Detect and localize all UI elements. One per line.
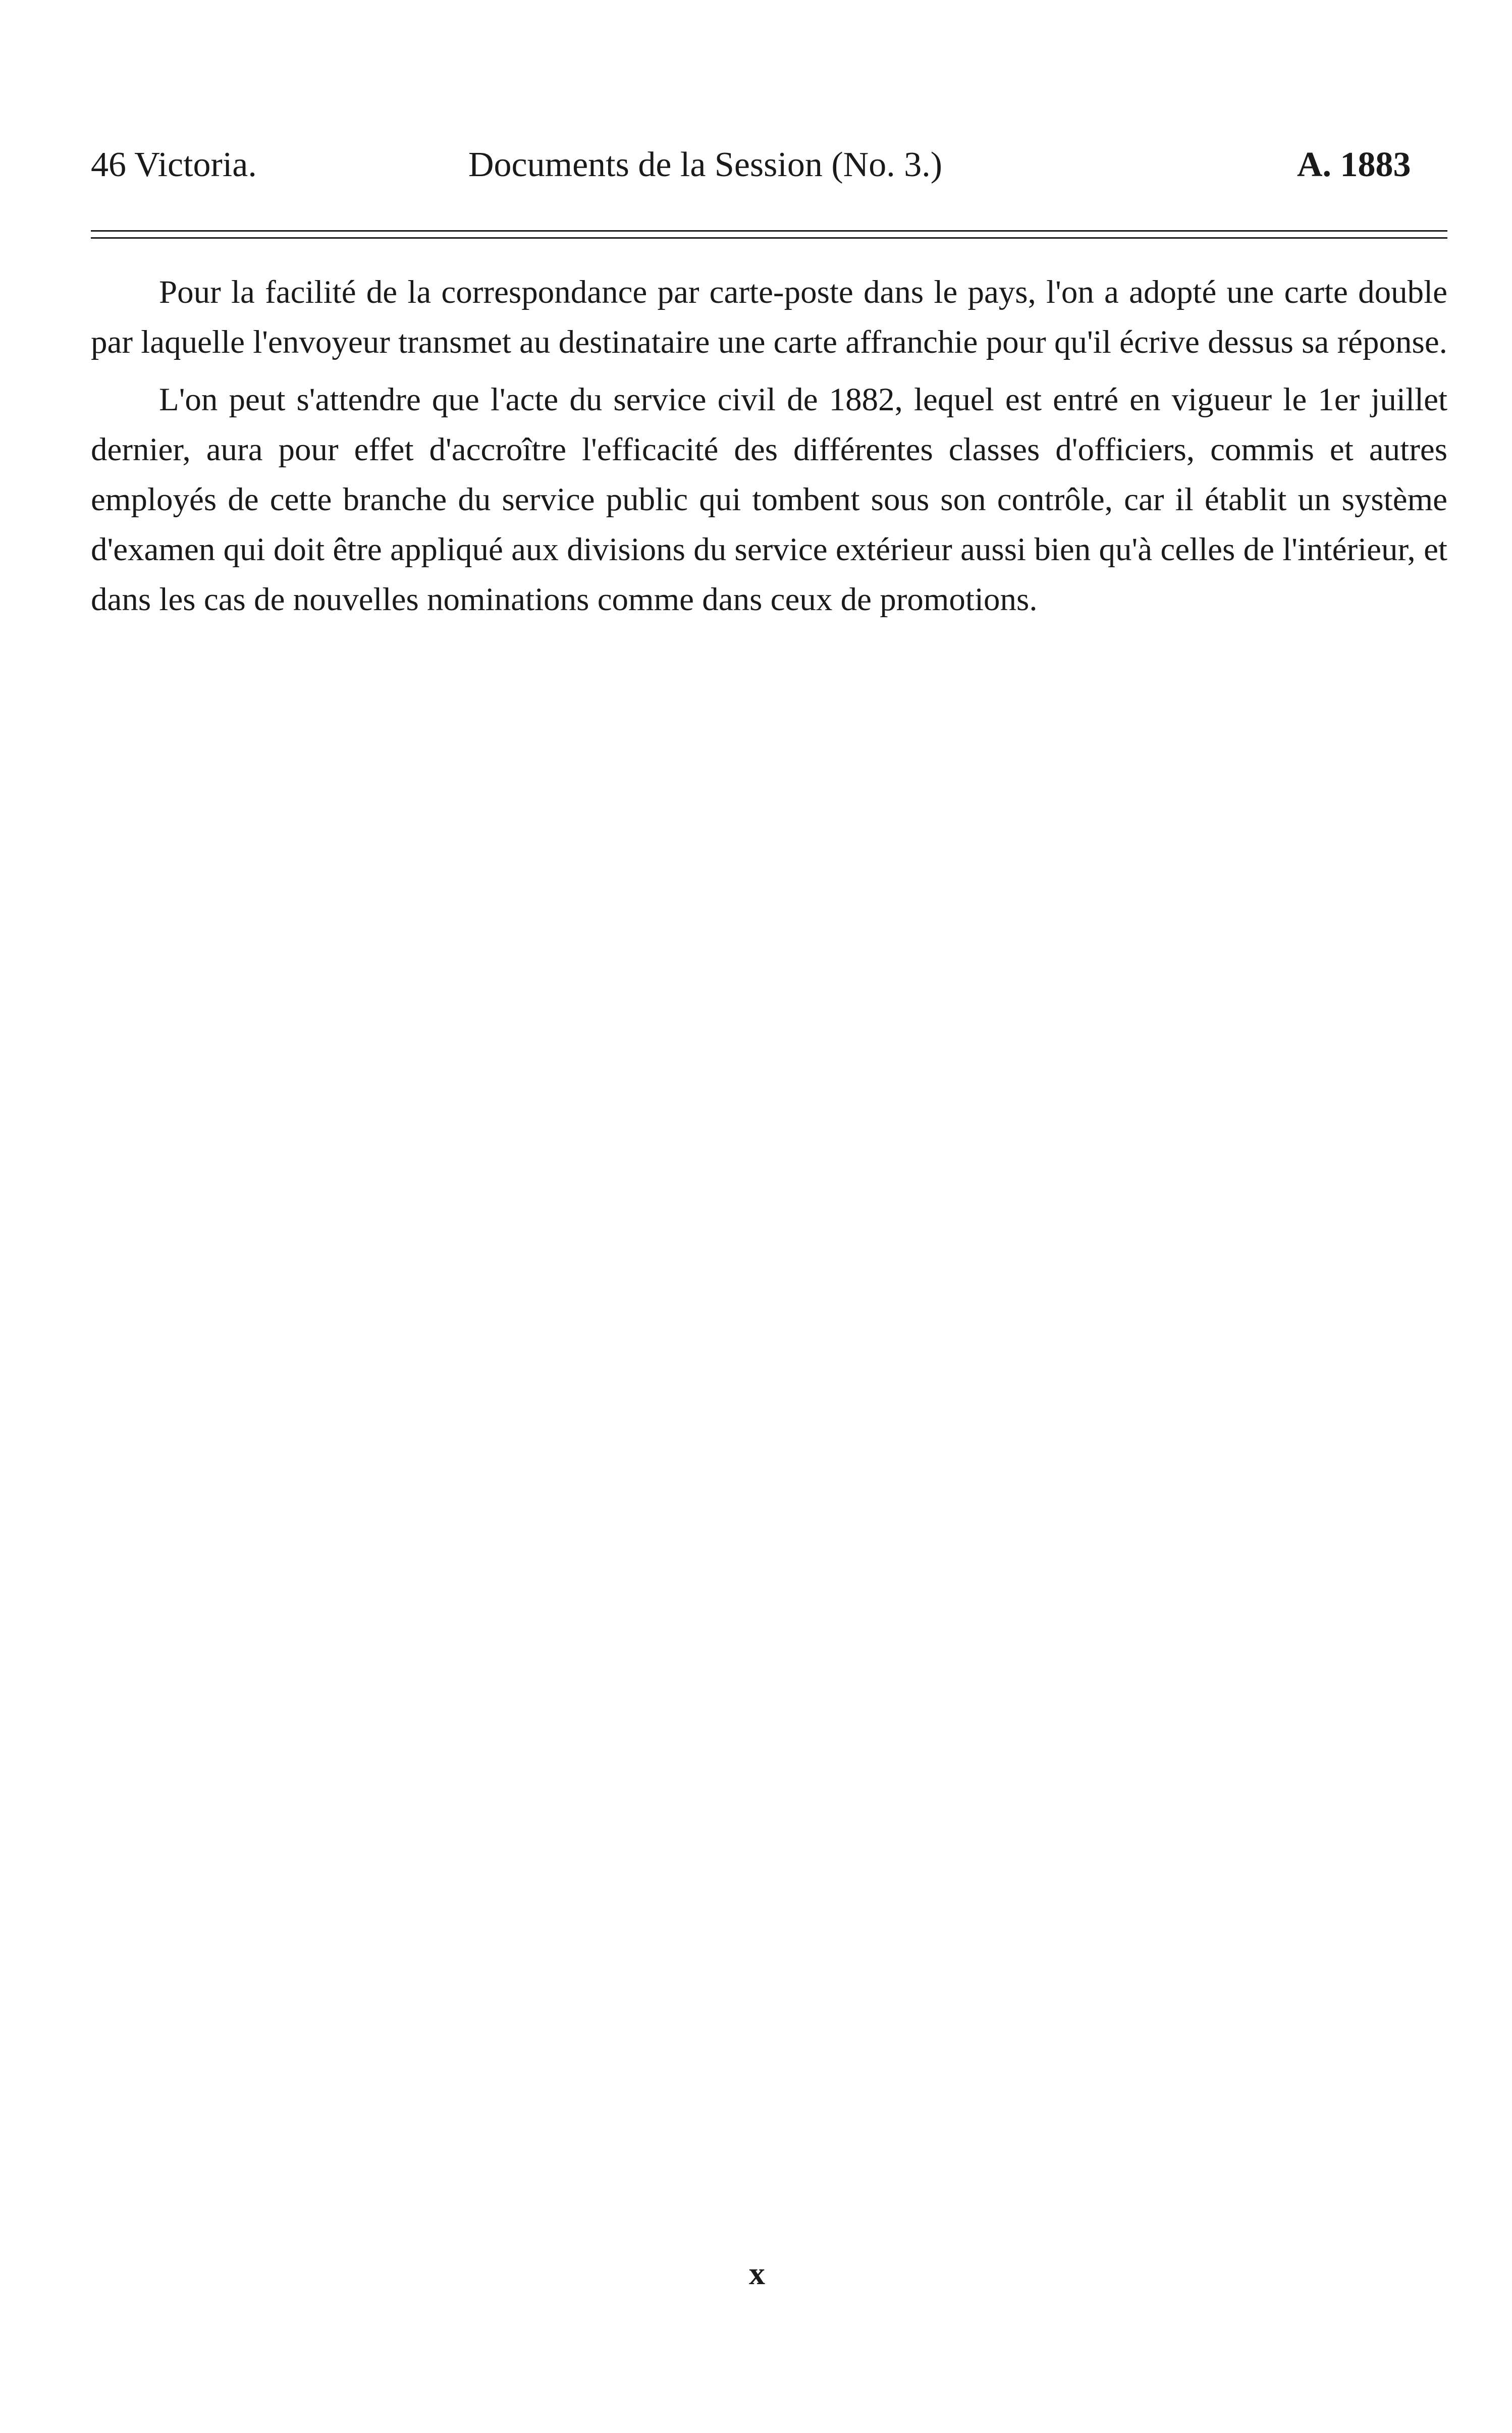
page-header xyxy=(0,0,1512,232)
session-year-label: 46 Victoria. xyxy=(91,145,257,184)
body-text xyxy=(91,267,1447,625)
document-reference: A. 1883 xyxy=(1297,145,1411,184)
header-divider-bottom xyxy=(91,237,1447,239)
page-number: x xyxy=(749,2255,765,2291)
paragraph-postcard: Pour la facilité de la correspondance par carte-poste dans le pays, l'on a adopté une carte double par laquelle l'envoyeur transmet au destinataire une carte affranchie pour qu'il écrive dessus sa réponse. xyxy=(91,274,1447,360)
document-title: Documents de la Session (No. 3.) xyxy=(468,145,943,184)
paragraph-civil-service: L'on peut s'attendre que l'acte du service civil de 1882, lequel est entré en vigueur le 1er juillet dernier, aura pour effet d'accroître l'efficacité des différentes classes d'officiers, commis et autres employés de cette branche du service public qui tombent sous son contrôle, car il établit un système d'examen qui doit être appliqué aux divisions du service extérieur aussi bien qu'à celles de l'intérieur, et dans les cas de nouvelles nominations comme dans ceux de promotions. xyxy=(91,382,1447,618)
header-divider-top xyxy=(91,230,1447,232)
